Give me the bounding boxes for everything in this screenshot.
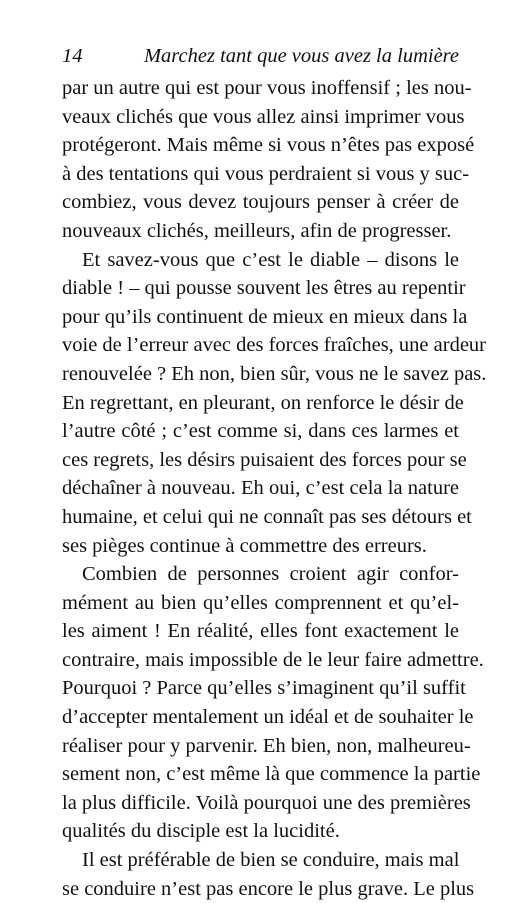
text-line: réaliser pour y parvenir. Eh bien, non, malheureu-: [62, 734, 471, 757]
text-line: l’autre côté ; c’est comme si, dans ces larmes et: [62, 420, 459, 443]
text-line: sement non, c’est même là que commence la partie: [62, 763, 481, 786]
text-line: En regrettant, en pleurant, on renforce le désir de: [62, 391, 464, 414]
text-line: déchaîner à nouveau. Eh oui, c’est cela la nature: [62, 477, 459, 500]
text-line: les aiment ! En réalité, elles font exactement le: [62, 620, 459, 643]
text-line: mément au bien qu’elles comprennent et qu’el-: [62, 591, 459, 614]
page-header: [62, 44, 459, 74]
text-line: humaine, et celui qui ne connaît pas ses détours et: [62, 505, 472, 528]
body-text: [62, 74, 487, 903]
text-line: combiez, vous devez toujours penser à créer de: [62, 191, 459, 214]
text-line: Combien de personnes croient agir confor-: [82, 563, 459, 586]
running-title: Marchez tant que vous avez la lumière: [143, 45, 459, 67]
book-page: [62, 44, 487, 903]
text-line: Et savez-vous que c’est le diable – disons le: [82, 248, 459, 271]
text-line: à des tentations qui vous perdraient si vous y suc-: [62, 162, 470, 185]
text-line: nouveaux clichés, meilleurs, afin de progresser.: [62, 219, 452, 242]
page-number: 14: [62, 45, 83, 67]
text-line: veaux clichés que vous allez ainsi imprimer vous: [62, 105, 465, 128]
text-line: ses pièges continue à commettre des erreurs.: [62, 534, 427, 557]
text-line: ces regrets, les désirs puisaient des forces pour se: [62, 448, 467, 471]
text-line: voie de l’erreur avec des forces fraîches, une ardeur: [62, 334, 486, 357]
text-line: renouvelée ? Eh non, bien sûr, vous ne le savez pas.: [62, 362, 487, 385]
text-line: Pourquoi ? Parce qu’elles s’imaginent qu’il suffit: [62, 677, 466, 700]
text-line: qualités du disciple est la lucidité.: [62, 820, 340, 843]
text-line: contraire, mais impossible de le leur faire admettre.: [62, 648, 484, 671]
text-line: se conduire n’est pas encore le plus grave. Le plus: [62, 877, 475, 900]
text-line: d’accepter mentalement un idéal et de souhaiter le: [62, 706, 474, 729]
text-line: protégeront. Mais même si vous n’êtes pas exposé: [62, 134, 475, 157]
text-line: diable ! – qui pousse souvent les êtres au repentir: [62, 277, 466, 300]
text-line: la plus difficile. Voilà pourquoi une des premières: [62, 791, 471, 814]
text-line: pour qu’ils continuent de mieux en mieux dans la: [62, 305, 468, 328]
text-line: Il est préférable de bien se conduire, mais mal: [82, 849, 460, 872]
text-line: par un autre qui est pour vous inoffensif ; les nou-: [62, 77, 472, 99]
